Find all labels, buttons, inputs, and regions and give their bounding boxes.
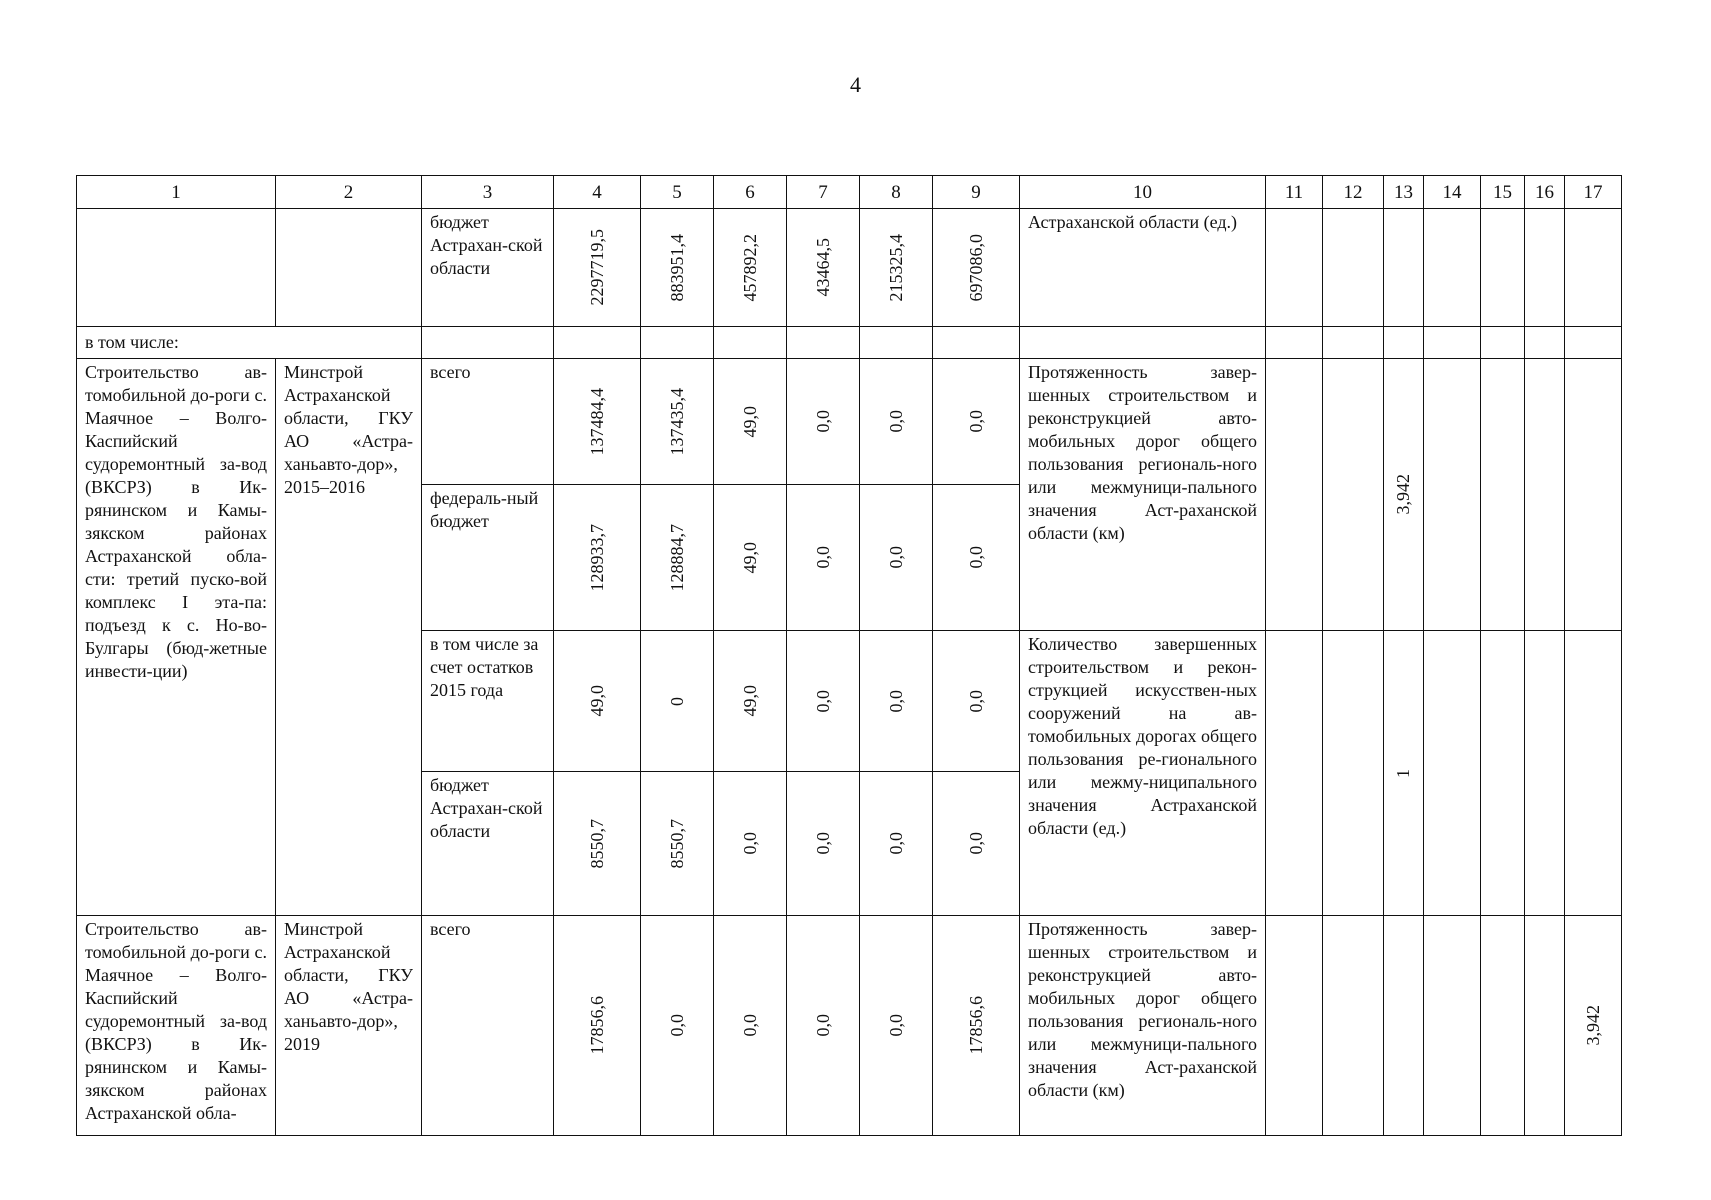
value-text: 0,0 [885, 410, 906, 433]
value-cell [714, 359, 787, 485]
empty-cell [1525, 327, 1565, 359]
header-cell: 17 [1565, 176, 1622, 209]
empty-cell [1424, 916, 1481, 1136]
value-cell [554, 359, 641, 485]
empty-cell [1565, 327, 1622, 359]
value-text: 0,0 [885, 1014, 906, 1037]
value-text: 17856,6 [965, 996, 986, 1055]
empty-cell [1020, 327, 1266, 359]
source-cell: бюджет Астрахан-ской области [422, 772, 554, 916]
empty-cell [1481, 327, 1525, 359]
value-cell [714, 916, 787, 1136]
empty-cell [860, 327, 933, 359]
indicator-value-cell [1384, 359, 1424, 631]
value-cell [641, 209, 714, 327]
value-cell [860, 485, 933, 631]
empty-cell [1384, 209, 1424, 327]
value-text: 0,0 [965, 546, 986, 569]
empty-cell [1323, 916, 1384, 1136]
value-cell [714, 209, 787, 327]
value-text: 137484,4 [586, 387, 607, 456]
empty-cell [1266, 209, 1323, 327]
value-cell [787, 485, 860, 631]
value-text: 49,0 [586, 685, 607, 717]
header-cell: 9 [933, 176, 1020, 209]
header-cell: 2 [276, 176, 422, 209]
value-text: 8550,7 [586, 818, 607, 869]
value-cell [860, 359, 933, 485]
header-cell: 15 [1481, 176, 1525, 209]
header-cell: 3 [422, 176, 554, 209]
empty-cell [1565, 209, 1622, 327]
value-text: 49,0 [739, 541, 760, 574]
table-row [77, 327, 1622, 359]
indicator-cell: Протяженность завер-шенных строительством и реконструкцией авто-мобильных дорог общего пользования региональ-ного или межмуници-пального значения Аст-раханской области (км) [1020, 359, 1266, 631]
value-text: 0,0 [965, 689, 986, 713]
value-cell [554, 772, 641, 916]
value-cell [641, 485, 714, 631]
value-cell [787, 359, 860, 485]
value-text: 0,0 [885, 689, 906, 713]
empty-cell [1424, 631, 1481, 916]
empty-cell [1565, 359, 1622, 631]
value-text: 697086,0 [965, 233, 986, 302]
value-text: 0,0 [739, 832, 760, 855]
value-text: 0,0 [812, 410, 833, 433]
value-cell [860, 209, 933, 327]
indicator-value-text: 3,942 [1393, 474, 1413, 515]
executor-cell: Минстрой Астраханской области, ГКУ АО «Астра-ханьавто-дор», 2015–2016 [276, 359, 422, 916]
empty-cell [554, 327, 641, 359]
value-text: 0,0 [812, 689, 833, 713]
empty-cell [1266, 327, 1323, 359]
value-text: 0,0 [739, 1014, 760, 1037]
header-row [77, 176, 1622, 209]
value-cell [933, 209, 1020, 327]
value-cell [933, 916, 1020, 1136]
header-cell: 13 [1384, 176, 1424, 209]
value-text: 128884,7 [666, 523, 687, 592]
value-cell [860, 772, 933, 916]
empty-cell [787, 327, 860, 359]
header-cell: 4 [554, 176, 641, 209]
value-text: 0,0 [812, 832, 833, 855]
value-cell [933, 485, 1020, 631]
value-text: 0,0 [666, 1014, 687, 1037]
project-name-cell: Строительство ав-томобильной до-роги с. Маячное – Волго-Каспийский судоремонтный за-вод (ВКСРЗ) в Ик-рянинском и Камы-зякском районах Астраханской обла-сти: третий пуско-вой комплекс I эта-па: подъезд к с. Но-во-Булгары (бюд-жетные инвести-ции) [77, 359, 276, 916]
program-table [76, 175, 1622, 1136]
value-text: 137435,4 [666, 387, 687, 456]
table-row [77, 209, 1622, 327]
value-cell [554, 209, 641, 327]
table-row [77, 916, 1622, 1136]
value-cell [933, 631, 1020, 772]
value-text: 215325,4 [885, 233, 906, 302]
value-cell [860, 916, 933, 1136]
executor-cell: Минстрой Астраханской области, ГКУ АО «Астра-ханьавто-дор», 2019 [276, 916, 422, 1136]
indicator-value-cell [1384, 631, 1424, 916]
empty-cell [1481, 916, 1525, 1136]
value-text: 17856,6 [586, 996, 607, 1055]
empty-cell [1266, 359, 1323, 631]
empty-cell [1565, 631, 1622, 916]
value-text: 0,0 [965, 410, 986, 433]
empty-cell [1323, 631, 1384, 916]
empty-cell [1266, 916, 1323, 1136]
source-cell: бюджет Астрахан-ской области [422, 209, 554, 327]
empty-cell [1525, 631, 1565, 916]
value-cell [933, 772, 1020, 916]
header-cell: 7 [787, 176, 860, 209]
value-text: 8550,7 [666, 818, 687, 869]
empty-cell [1323, 327, 1384, 359]
indicator-cell: Астраханской области (ед.) [1020, 209, 1266, 327]
value-cell [641, 772, 714, 916]
page-number: 4 [850, 72, 861, 97]
value-text: 2297719,5 [586, 229, 607, 306]
header-cell: 1 [77, 176, 276, 209]
empty-cell [1424, 327, 1481, 359]
header-cell: 6 [714, 176, 787, 209]
value-text: 0 [666, 696, 687, 706]
empty-cell [1424, 359, 1481, 631]
value-text: 49,0 [739, 405, 760, 438]
empty-cell [422, 327, 554, 359]
empty-cell [1525, 359, 1565, 631]
source-cell: федераль-ный бюджет [422, 485, 554, 631]
indicator-value-text: 3,942 [1582, 1005, 1603, 1046]
table-row [77, 359, 1622, 485]
source-cell: всего [422, 359, 554, 485]
value-cell [787, 209, 860, 327]
source-cell: всего [422, 916, 554, 1136]
value-text: 457892,2 [739, 233, 760, 302]
empty-cell [714, 327, 787, 359]
indicator-value-cell [1565, 916, 1622, 1136]
empty-cell [1424, 209, 1481, 327]
empty-cell [1323, 209, 1384, 327]
value-cell [933, 359, 1020, 485]
value-cell [714, 485, 787, 631]
value-cell [787, 916, 860, 1136]
value-text: 0,0 [812, 1014, 833, 1037]
empty-cell [1525, 916, 1565, 1136]
value-text: 0,0 [885, 546, 906, 569]
indicator-value-text: 1 [1393, 768, 1413, 778]
empty-cell [1525, 209, 1565, 327]
value-text: 0,0 [965, 832, 986, 855]
header-cell: 5 [641, 176, 714, 209]
empty-cell [1384, 916, 1424, 1136]
value-cell [554, 485, 641, 631]
value-text: 0,0 [885, 832, 906, 855]
subheader-cell: в том числе: [77, 327, 422, 359]
value-text: 883951,4 [666, 233, 687, 302]
empty-cell [1481, 359, 1525, 631]
empty-cell [77, 209, 276, 327]
empty-cell [1481, 209, 1525, 327]
value-cell [641, 631, 714, 772]
header-cell: 10 [1020, 176, 1266, 209]
empty-cell [1266, 631, 1323, 916]
project-name-cell: Строительство ав-томобильной до-роги с. Маячное – Волго-Каспийский судоремонтный за-вод (ВКСРЗ) в Ик-рянинском и Камы-зякском районах Астраханской обла- [77, 916, 276, 1136]
value-cell [714, 631, 787, 772]
indicator-cell: Количество завершенных строительством и рекон-струкцией искусствен-ных сооружений на ав-томобильных дорогах общего пользования ре-гионального или межму-ниципального значения Астраханской области (ед.) [1020, 631, 1266, 916]
value-text: 0,0 [812, 546, 833, 569]
value-text: 128933,7 [586, 523, 607, 592]
value-text: 43464,5 [812, 238, 833, 297]
empty-cell [276, 209, 422, 327]
value-cell [860, 631, 933, 772]
value-cell [787, 772, 860, 916]
indicator-cell: Протяженность завер-шенных строительством и реконструкцией авто-мобильных дорог общего пользования региональ-ного или межмуници-пального значения Аст-раханской области (км) [1020, 916, 1266, 1136]
header-cell: 11 [1266, 176, 1323, 209]
header-cell: 8 [860, 176, 933, 209]
empty-cell [641, 327, 714, 359]
value-cell [554, 916, 641, 1136]
value-cell [641, 916, 714, 1136]
value-cell [714, 772, 787, 916]
value-cell [641, 359, 714, 485]
empty-cell [1384, 327, 1424, 359]
value-text: 49,0 [739, 685, 760, 717]
empty-cell [1323, 359, 1384, 631]
header-cell: 16 [1525, 176, 1565, 209]
value-cell [787, 631, 860, 772]
empty-cell [1481, 631, 1525, 916]
value-cell [554, 631, 641, 772]
header-cell: 14 [1424, 176, 1481, 209]
header-cell: 12 [1323, 176, 1384, 209]
empty-cell [933, 327, 1020, 359]
source-cell: в том числе за счет остатков 2015 года [422, 631, 554, 772]
